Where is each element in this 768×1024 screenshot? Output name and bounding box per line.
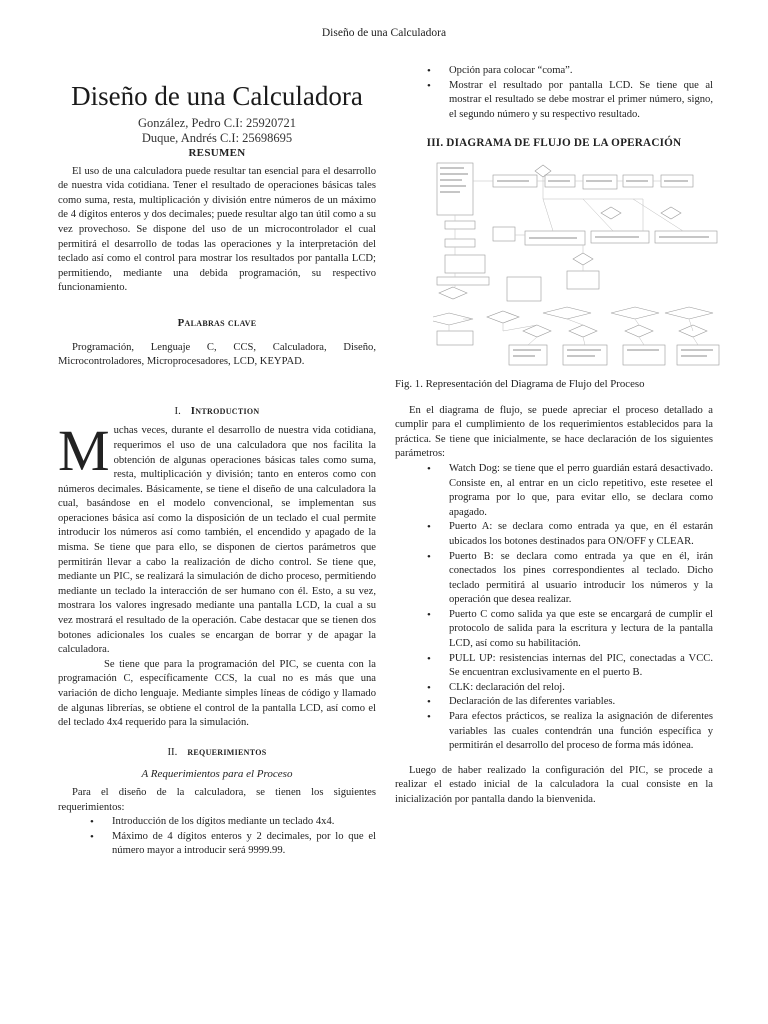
- list-item: • Declaración de las diferentes variables.: [449, 695, 713, 710]
- req-list-continued: [395, 64, 713, 122]
- list-item: • Máximo de 4 dígitos enteros y 2 decimales, por lo que el número mayor a introducir será 9999.99.: [112, 830, 376, 859]
- author-2: Duque, Andrés C.I: 25698695: [141, 131, 293, 145]
- intro-heading-label: Introduction: [190, 404, 260, 417]
- abstract-heading: RESUMEN: [188, 147, 246, 159]
- running-head: Diseño de una Calculadora: [321, 27, 447, 39]
- keywords-text: Programación, Lenguaje C, CCS, Calculadora, Diseño, Microcontroladores, Microprocesadores, LCD, KEYPAD.: [58, 341, 376, 368]
- req-subheading: A Requerimientos para el Proceso: [141, 768, 293, 781]
- abstract-text: El uso de una calculadora puede resultar tan esencial para el desarrollo de nuestra vida cotidiana. Tener el resultado de operaciones básicas tales como suma, resta, multiplicación y división entre números de un máximo de 4 dígitos enteros y dos decimales; puede resultar algo tan útil como a su vez provechoso. Se dispone del uso de un microcontrolador el cual permitirá el desarrollo de todas las operaciones y la interpretación del teclado así como el control para mostrar los resultados por pantalla LCD; permitiendo, mediante una debida programación, su respectivo funcionamiento.: [58, 165, 376, 294]
- list-item: • Puerto B: se declara como entrada ya que en él, irán conectados los pines correspondientes al teclado. Dicho teclado permitirá al usuario introducir los números y la operación que desea realizar.: [449, 550, 713, 608]
- req-heading-label: requerimientos: [187, 745, 267, 758]
- parameter-list: [395, 462, 713, 754]
- list-item: • Puerto C como salida ya que este se encargará de cumplir el protocolo de salida para la escritura y lectura de la pantalla LCD, así como su habilitación.: [449, 608, 713, 652]
- right-column: [395, 64, 713, 808]
- list-item: • Para efectos prácticos, se realiza la asignación de diferentes variables las cuales contendrán una función específica y permitirán el desarrollo del proceso de forma más idónea.: [449, 710, 713, 754]
- list-item: • Introducción de los dígitos mediante un teclado 4x4.: [112, 815, 376, 830]
- list-item: • PULL UP: resistencias internas del PIC, conectadas a VCC. Se encuentran exclusivamente en el puerto B.: [449, 652, 713, 681]
- list-item: • Watch Dog: se tiene que el perro guardián estará desactivado. Consiste en, al entrar en un ciclo repetitivo, este resetee el programa por lo que, para evitar ello, se declara como apagado.: [449, 462, 713, 520]
- list-item: • CLK: declaración del reloj.: [449, 681, 713, 696]
- author-1: González, Pedro C.I: 25920721: [138, 116, 296, 130]
- paper-title: Diseño de una Calculadora: [71, 81, 363, 111]
- intro-paragraph-1-text: uchas veces, durante el desarrollo de nuestra vida cotidiana, requerimos el uso de una calculadora que nos facilita la obtención de algunas operaciones básicas tales como suma, resta, multiplicación y división; tanto en enteros como con números decimales. Básicamente, se tiene el diseño de una calculadora la cual, basándose en el modelo convencional, se implementan sus operaciones básica así como la disposición de un teclado el cual permite introducir los números así como también, el encendido y apagado de la misma. Se tiene que para ello, se disponen de ciertos parámetros que permitirán llevar a cabo la realización de dicho control. Se tiene que, mediante un PIC, se realizará la simulación de dicho proceso, permitiendo mediante un teclado la interacción de ser humano con él. Esto, a su vez, mostrara los valores ingresado mediante una pantalla LCD, la cual a su vez mostrará el resultado de la operación. Cabe destacar que se tienen dos botones adicionales los cuales se encargan de borrar y de apagar la calculadora.: [58, 425, 376, 656]
- diagram-paragraph-1: En el diagrama de flujo, se puede apreciar el proceso detallado a cumplir para el cumplimiento de los requerimientos establecidos para la práctica. Se tiene que inicialmente, se hace declaración de los siguientes parámetros:: [395, 404, 713, 460]
- intro-number: I.: [174, 404, 181, 417]
- list-item: • Opción para colocar “coma”.: [449, 64, 713, 79]
- keywords-heading-label: Palabras clave: [177, 316, 257, 329]
- req-number: II.: [167, 745, 178, 758]
- list-item: • Mostrar el resultado por pantalla LCD. Se tiene que al mostrar el resultado se debe mostrar el primer número, signo, el segundo número y su respectivo resultado.: [449, 79, 713, 123]
- intro-paragraph-2: Se tiene que para la programación del PIC, se cuenta con la programación C, específicamente CCS, la cual no es más que una variación de dicho lenguaje. Mediante simples líneas de código y llamado de algunas librerías, se obtiene el control de la pantalla LCD, así como el del teclado 4x4 requerido para la simulación.: [58, 658, 376, 729]
- intro-heading: [58, 404, 376, 419]
- flowchart-figure: [433, 159, 725, 369]
- req-intro: Para el diseño de la calculadora, se tienen los siguientes requerimientos:: [58, 786, 376, 813]
- left-column: [58, 80, 376, 859]
- list-item: • Puerto A: se declara como entrada ya que, en él estarán ubicados los botones destinados para ON/OFF y CLEAR.: [449, 520, 713, 549]
- flowchart-graphic: [433, 159, 725, 369]
- diagram-heading: III. DIAGRAMA DE FLUJO DE LA OPERACIÓN: [426, 137, 682, 150]
- intro-paragraph-1: [58, 418, 376, 658]
- req-heading: [58, 745, 376, 760]
- diagram-paragraph-2: Luego de haber realizado la configuración del PIC, se procede a realizar el estado inicial de la calculadora la cual consiste en la inicialización por pantalla dando la bienvenida.: [395, 764, 713, 805]
- req-list: [58, 815, 376, 859]
- dropcap: M: [58, 418, 110, 484]
- keywords-heading: [58, 316, 376, 331]
- figure-caption: Fig. 1. Representación del Diagrama de Flujo del Proceso: [395, 377, 645, 390]
